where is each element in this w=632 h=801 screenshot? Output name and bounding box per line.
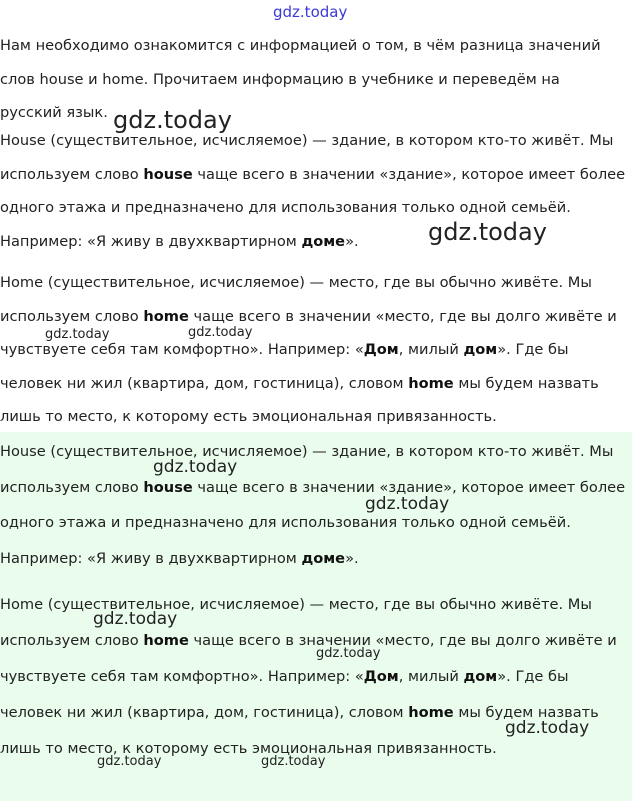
bold-word-dom: Дом (363, 341, 399, 358)
answer-house-text: ». (345, 549, 359, 567)
watermark: gdz.today (153, 457, 238, 477)
house-definition-text: чаще всего в значении «здание», которое имеет более одного этажа и предназначено для использования только одной семьёй. Например: «Я живу в двухквартирном (0, 165, 626, 250)
watermark: gdz.today (261, 754, 326, 769)
home-definition-text: ». Где бы человек ни жил (квартира, дом, гостиница), словом (0, 341, 569, 392)
watermark: gdz.today (97, 754, 162, 769)
watermark: gdz.today (428, 218, 547, 246)
bold-word-home: home (408, 374, 454, 392)
bold-word-house: house (143, 478, 193, 496)
home-definition-paragraph (0, 266, 630, 434)
bold-word-dom: дом (463, 341, 498, 358)
answer-home-text: , милый (398, 668, 464, 685)
house-definition-text: ». (345, 232, 359, 250)
bold-word-dom: дом (463, 668, 498, 685)
home-definition-text: , милый (398, 341, 464, 358)
bold-word-house: house (143, 165, 193, 183)
bold-word-home: home (143, 632, 189, 649)
watermark: gdz.today (45, 327, 110, 342)
bold-word-home: home (408, 704, 454, 721)
answer-home-text: мы будем назвать лишь то место, к которому есть эмоциональная привязанность. (0, 704, 599, 757)
answer-house-text: House (существительное, исчисляемое) — здание, в котором кто-то живёт. Мы используем слово (0, 443, 614, 496)
watermark: gdz.today (505, 718, 590, 738)
answer-home-text: Home (существительное, исчисляемое) — место, где вы обычно живёте. Мы используем слово (0, 596, 592, 649)
bold-word-dome: доме (301, 232, 346, 250)
home-definition-text: Home (существительное, исчисляемое) — место, где вы обычно живёте. Мы используем слово (0, 274, 592, 325)
watermark: gdz.today (93, 609, 178, 629)
answer-house-text: чаще всего в значении «здание», которое имеет более одного этажа и предназначено для использования только одной семьёй. Например: «Я живу в двухквартирном (0, 478, 626, 567)
house-definition-text: House (существительное, исчисляемое) — здание, в котором кто-то живёт. Мы используем слово (0, 132, 614, 183)
bold-word-home: home (143, 307, 189, 325)
home-definition-text: чаще всего в значении «место, где вы долго живёте и чувствуете себя там комфортно». Например: « (0, 307, 617, 358)
intro-text: Нам необходимо ознакомится с информацией о том, в чём разница значений слов house и home. Прочитаем информацию в учебнике и переведём на русский язык. (0, 37, 601, 121)
watermark: gdz.today (113, 106, 232, 134)
answer-house-paragraph (0, 434, 626, 576)
answer-home-text: ». Где бы человек ни жил (квартира, дом, гостиница), словом (0, 668, 569, 721)
bold-word-dome: доме (301, 549, 346, 567)
watermark: gdz.today (316, 646, 381, 661)
home-definition-text: мы будем назвать лишь то место, к которому есть эмоциональная привязанность. (0, 374, 599, 425)
bold-word-dom: Дом (363, 668, 399, 685)
watermark: gdz.today (365, 494, 450, 514)
intro-paragraph (0, 29, 624, 130)
watermark: gdz.today (188, 325, 253, 340)
site-logo[interactable]: gdz.today (273, 3, 348, 21)
answer-home-text: чаще всего в значении «место, где вы долго живёте и чувствуете себя там комфортно». Например: « (0, 632, 617, 685)
